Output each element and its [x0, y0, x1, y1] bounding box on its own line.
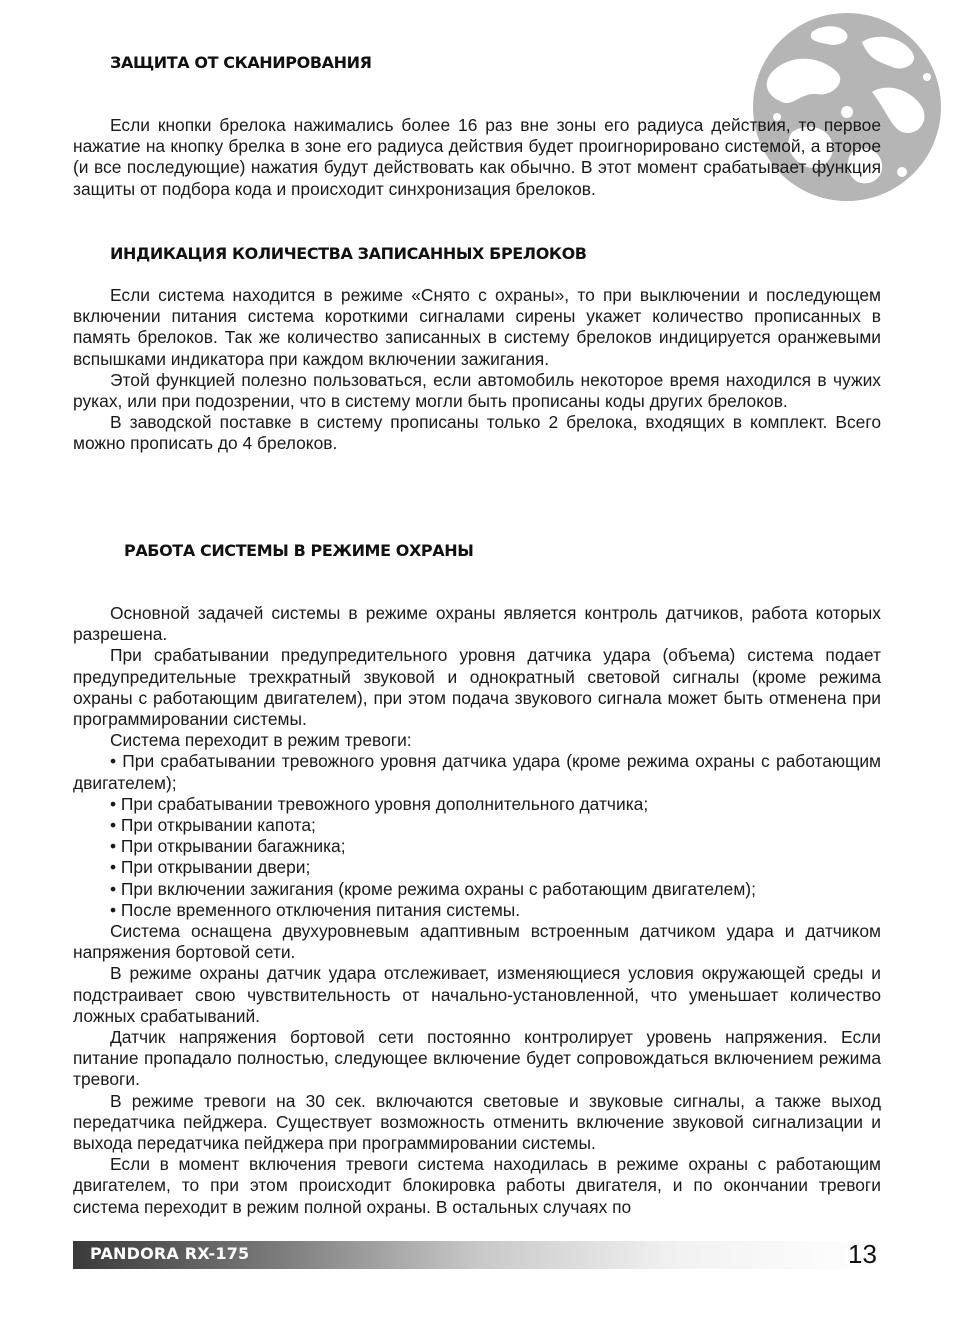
paragraph: Датчик напряжения бортовой сети постоянно контролирует уровень напряжения. Если питание пропадало полностью, следующее включение будет сопровождаться включением режима тревоги. — [73, 1027, 881, 1090]
paragraph: Система оснащена двухуровневым адаптивным встроенным датчиком удара и датчиком напряжения бортовой сети. — [73, 921, 881, 963]
section-body-scan-protection — [73, 115, 881, 200]
paragraph: Если система находится в режиме «Снято с охраны», то при выключении и последующем включении питания система короткими сигналами сирены укажет количество прописанных в память брелоков. Так же количество записанных в систему брелоков индицируется оранжевыми вспышками индикатора при каждом включении зажигания. — [73, 285, 881, 369]
paragraph: В заводской поставке в систему прописаны только 2 брелока, входящих в комплект. Всего можно прописать до 4 брелоков. — [73, 412, 881, 454]
section-heading-scan-protection: ЗАЩИТА ОТ СКАНИРОВАНИЯ — [110, 53, 372, 72]
list-item: • При открывании двери; — [110, 857, 311, 878]
paragraph: Если в момент включения тревоги система находилась в режиме охраны с работающим двигателем, то при этом происходит блокировка работы двигателя, и по окончании тревоги система переходит в режим полной охраны. В остальных случаях по — [73, 1154, 881, 1217]
list-item: • При открывании капота; — [110, 815, 316, 836]
list-item: • При открывании багажника; — [110, 836, 346, 857]
paragraph: Этой функцией полезно пользоваться, если автомобиль некоторое время находился в чужих руках, или при подозрении, что в систему могли быть прописаны коды других брелоков. — [73, 369, 881, 412]
section-body-fob-count — [73, 285, 881, 455]
list-item: • При срабатывании тревожного уровня датчика удара (кроме режима охраны с работающим двигателем); — [73, 751, 881, 793]
list-item: • При включении зажигания (кроме режима охраны с работающим двигателем); — [110, 878, 756, 899]
list-item: • При срабатывании тревожного уровня дополнительного датчика; — [110, 793, 649, 814]
paragraph: Если кнопки брелока нажимались более 16 раз вне зоны его радиуса действия, то первое нажатие на кнопку брелка в зоне его радиуса действия будет проигнорировано системой, а второе (и все последующие) нажатия будут действовать как обычно. В этот момент срабатывает функция защиты от подбора кода и происходит синхронизация брелоков. — [73, 115, 881, 199]
paragraph: Система переходит в режим тревоги: — [110, 730, 412, 751]
paragraph: В режиме охраны датчик удара отслеживает, изменяющиеся условия окружающей среды и подстраивает свою чувствительность от начально-установленной, что уменьшает количество ложных срабатываний. — [73, 963, 881, 1026]
footer-product-title: PANDORA RX-175 — [90, 1244, 250, 1263]
page-number: 13 — [848, 1239, 877, 1269]
section-heading-fob-count: ИНДИКАЦИЯ КОЛИЧЕСТВА ЗАПИСАННЫХ БРЕЛОКОВ — [110, 244, 587, 263]
list-item: • После временного отключения питания системы. — [110, 899, 521, 920]
paragraph: Основной задачей системы в режиме охраны является контроль датчиков, работа которых разрешена. — [73, 603, 881, 645]
section-body-guard-mode — [73, 603, 881, 1218]
section-heading-guard-mode: РАБОТА СИСТЕМЫ В РЕЖИМЕ ОХРАНЫ — [124, 541, 474, 560]
paragraph: При срабатывании предупредительного уровня датчика удара (объема) система подает предупредительные трехкратный звуковой и однократный световой сигналы (кроме режима охраны с работающим двигателем), при этом подача звукового сигнала может быть отменена при программировании системы. — [73, 645, 881, 730]
paragraph: В режиме тревоги на 30 сек. включаются световые и звуковые сигналы, а также выход передатчика пейджера. Существует возможность отменить включение звуковой сигнализации и выхода передатчика пейджера при программировании системы. — [73, 1090, 881, 1154]
